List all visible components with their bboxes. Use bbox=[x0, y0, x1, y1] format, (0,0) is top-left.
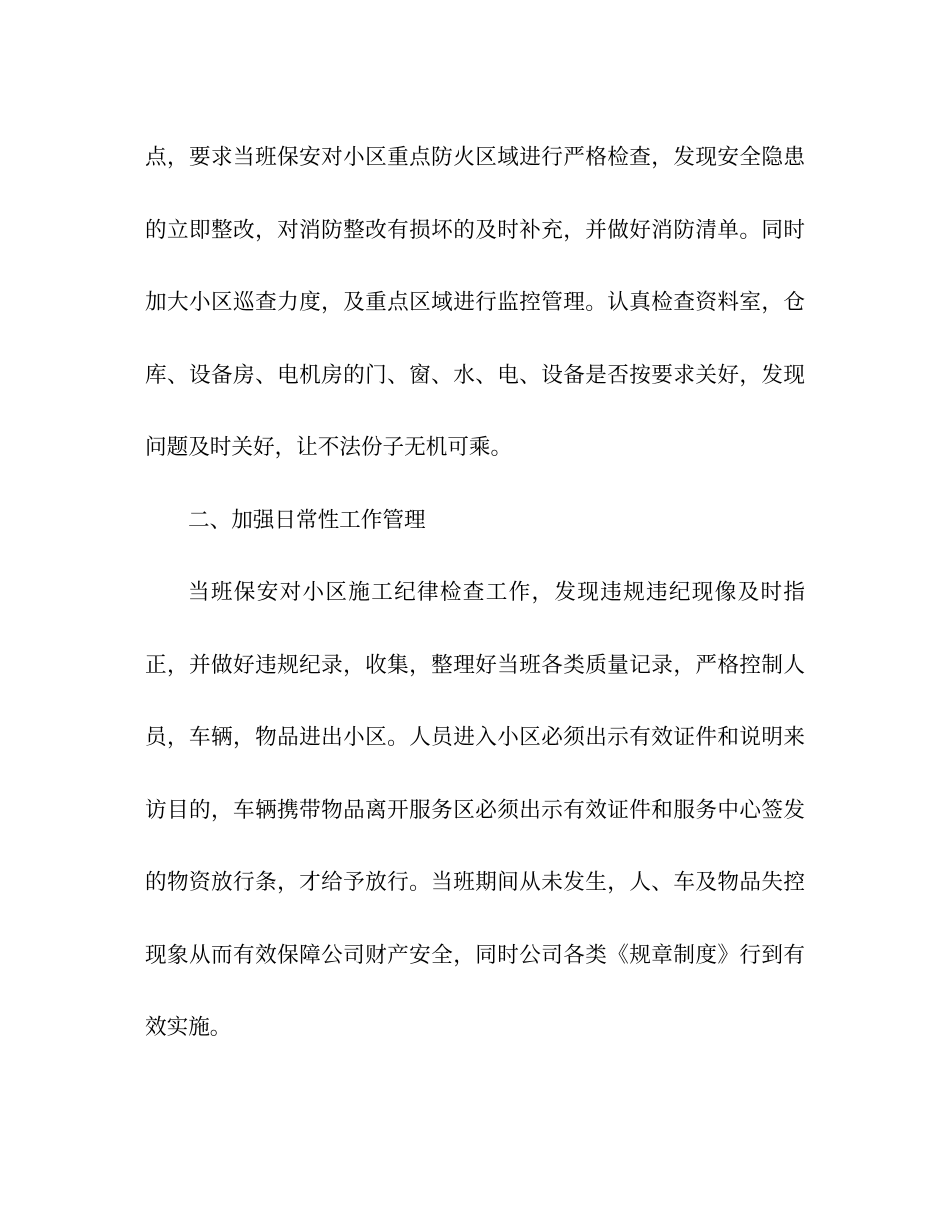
text-line: 点，要求当班保安对小区重点防火区域进行严格检查，发现安全隐患 bbox=[145, 145, 805, 170]
text-line: 问题及时关好，让不法份子无机可乘。 bbox=[145, 435, 513, 460]
text-line: 加大小区巡查力度，及重点区域进行监控管理。认真检查资料室，仓 bbox=[145, 290, 805, 315]
section-heading: 二、加强日常性工作管理 bbox=[188, 507, 426, 533]
text-line: 正，并做好违规纪录，收集，整理好当班各类质量记录，严格控制人 bbox=[145, 652, 805, 678]
text-line: 当班保安对小区施工纪律检查工作，发现违规违纪现像及时指 bbox=[188, 580, 805, 605]
text-line: 库、设备房、电机房的门、窗、水、电、设备是否按要求关好，发现 bbox=[145, 362, 805, 388]
text-line: 的物资放行条，才给予放行。当班期间从未发生，人、车及物品失控 bbox=[145, 870, 805, 895]
document-body bbox=[145, 138, 805, 1081]
text-line: 效实施。 bbox=[145, 1015, 232, 1040]
text-line: 的立即整改，对消防整改有损坏的及时补充，并做好消防清单。同时 bbox=[145, 217, 805, 243]
text-line: 员，车辆，物品进出小区。人员进入小区必须出示有效证件和说明来 bbox=[145, 725, 805, 750]
text-line: 现象从而有效保障公司财产安全，同时公司各类《规章制度》行到有 bbox=[145, 942, 805, 968]
text-line: 访目的，车辆携带物品离开服务区必须出示有效证件和服务中心签发 bbox=[145, 797, 805, 823]
